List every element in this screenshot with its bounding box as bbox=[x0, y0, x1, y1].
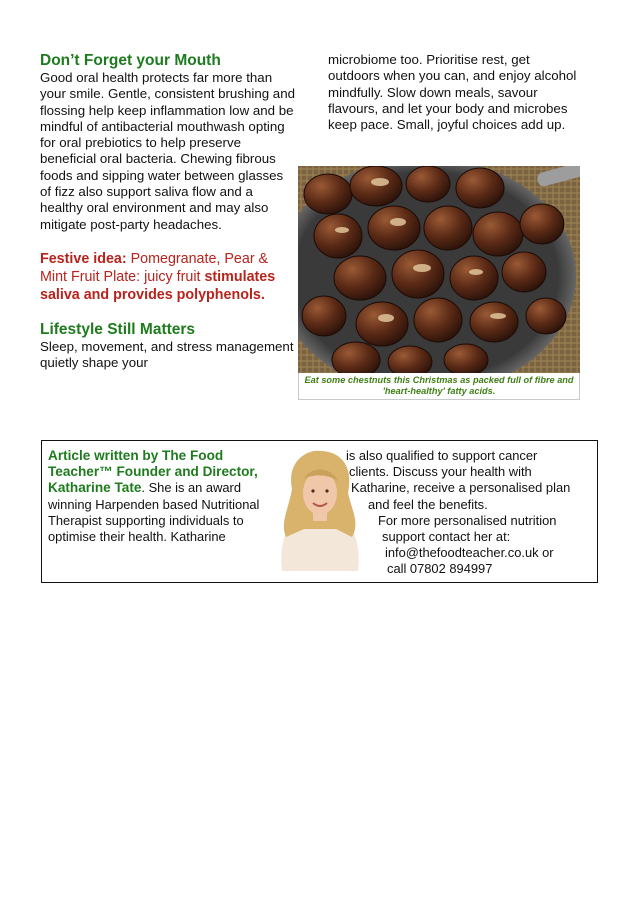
author-line: is also qualified to support cancer bbox=[346, 448, 538, 463]
author-line: support contact her at: bbox=[382, 529, 511, 545]
author-highlight: Article written by The Food Teacher™ Founder and Director, Katharine Tate bbox=[48, 448, 258, 496]
author-line: and feel the benefits. bbox=[368, 496, 488, 512]
author-line: For more personalised nutrition bbox=[378, 512, 557, 528]
author-box bbox=[41, 440, 598, 583]
left-column bbox=[40, 52, 296, 372]
author-intro: . She is an award winning Harpenden based Nutritional Therapist supporting individuals to optimise their health. Katharine bbox=[48, 480, 260, 545]
photo-caption-box bbox=[298, 373, 580, 400]
lifestyle-section-title: Lifestyle Still Matters bbox=[40, 320, 196, 338]
author-line: clients. Discuss your health with bbox=[349, 464, 532, 480]
mouth-section-body: Good oral health protects far more than your smile. Gentle, consistent brushing and flossing help keep inflammation low and be mindful of antibacterial mouthwash opting for oral prebiotics to help preserve beneficial oral bacteria. Chewing fibrous foods and sipping water between glasses of fizz also support saliva flow and a healthy oral environment and may also mitigate post-party headaches. bbox=[40, 70, 295, 232]
continued-text: microbiome too. Prioritise rest, get outdoors when you can, and enjoy alcohol mindfully. Slow down meals, savour flavours, and let your body and microbes keep pace. Small, joyful choices add up. bbox=[328, 52, 577, 133]
right-column bbox=[328, 52, 578, 133]
chestnuts-illustration bbox=[298, 166, 580, 373]
author-bio-right bbox=[342, 448, 598, 578]
author-email[interactable]: info@thefoodteacher.co.uk or bbox=[385, 545, 554, 561]
photo-caption: Eat some chestnuts this Christmas as packed full of fibre and 'heart-healthy' fatty acids. bbox=[304, 375, 574, 396]
festive-idea bbox=[40, 250, 296, 304]
festive-idea-lead: Festive idea: bbox=[40, 250, 127, 267]
author-line: Katharine, receive a personalised plan bbox=[351, 480, 571, 496]
mouth-section-title: Don’t Forget your Mouth bbox=[40, 52, 221, 69]
lifestyle-section-body: Sleep, movement, and stress management quietly shape your bbox=[40, 338, 294, 371]
festive-idea-bold-text: stimulates saliva and provides polyphenols. bbox=[40, 268, 276, 303]
author-bio-left bbox=[48, 448, 270, 545]
festive-idea-text: Pomegranate, Pear & Mint Fruit Plate: juicy fruit bbox=[40, 250, 269, 285]
chestnuts-photo bbox=[298, 166, 580, 373]
author-phone[interactable]: call 07802 894997 bbox=[387, 561, 493, 577]
